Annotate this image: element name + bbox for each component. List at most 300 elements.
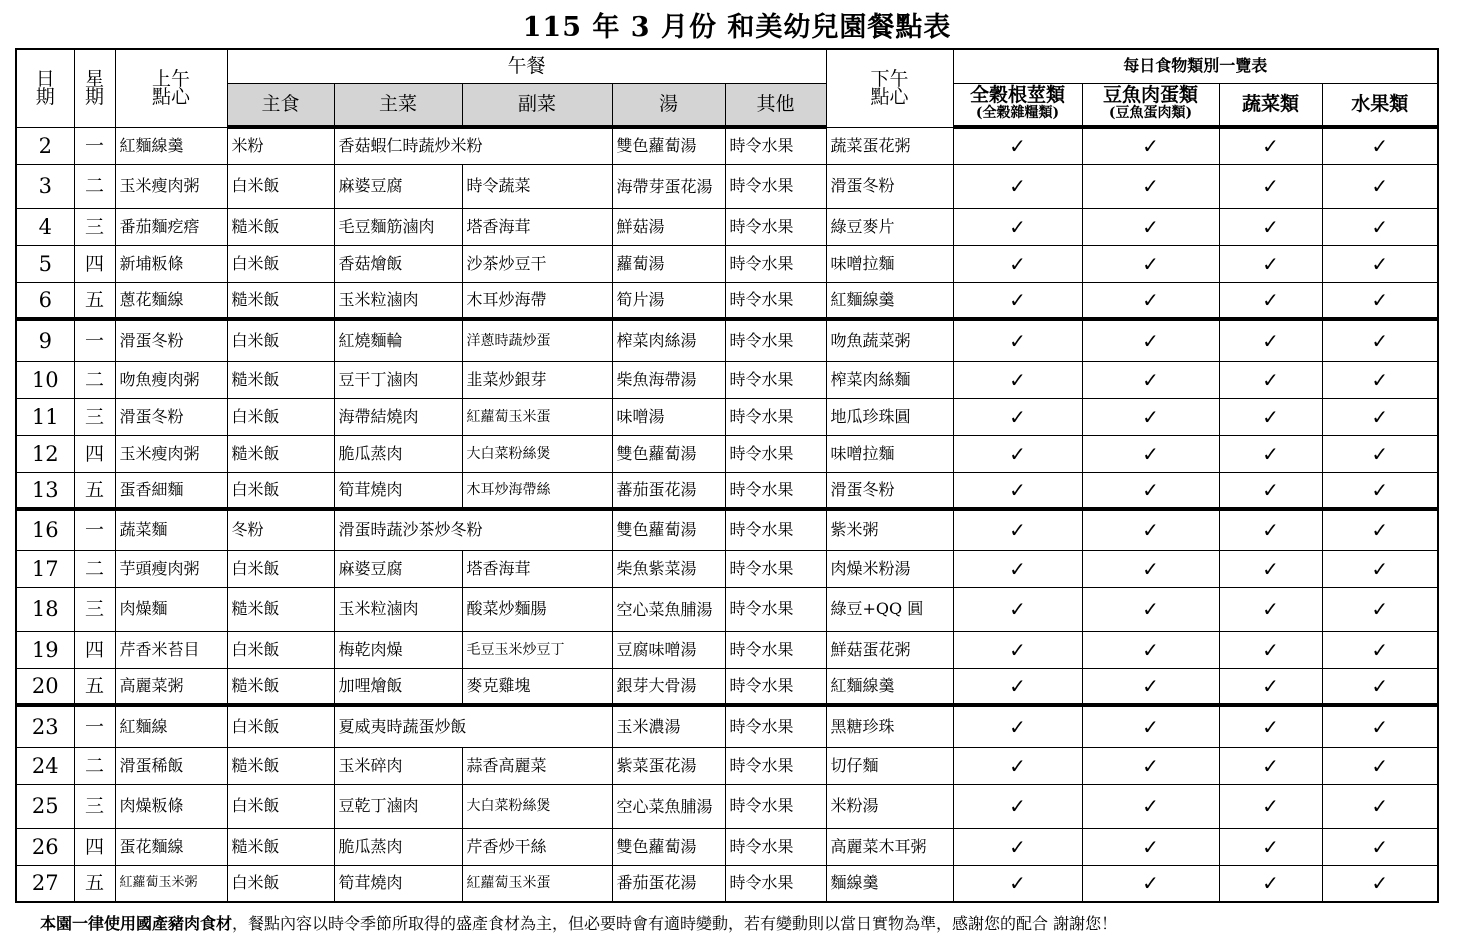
staple-cell: 白米飯 — [227, 705, 334, 747]
date-cell: 20 — [16, 668, 74, 705]
food-group-check-icon: ✓ — [1082, 319, 1219, 361]
pm-snack-header — [826, 49, 953, 127]
food-group-check-icon: ✓ — [1219, 472, 1322, 509]
soup-cell: 蘿蔔湯 — [612, 245, 725, 282]
soup-cell: 雙色蘿蔔湯 — [612, 435, 725, 472]
am-snack-cell: 高麗菜粥 — [115, 668, 227, 705]
food-group-check-icon: ✓ — [953, 208, 1082, 245]
weekday-cell: 五 — [74, 865, 115, 902]
date-cell: 18 — [16, 587, 74, 631]
am-snack-cell: 蔬菜麵 — [115, 509, 227, 550]
food-group-check-icon: ✓ — [1322, 398, 1438, 435]
side-dish-cell: 木耳炒海帶絲 — [462, 472, 612, 509]
pm-snack-cell: 黑糖珍珠 — [826, 705, 953, 747]
staple-cell: 糙米飯 — [227, 208, 334, 245]
lunch-header: 午餐 — [227, 49, 826, 83]
food-group-name: 蔬菜類 — [1241, 92, 1299, 115]
food-group-check-icon: ✓ — [1082, 705, 1219, 747]
food-group-check-icon: ✓ — [1219, 668, 1322, 705]
food-group-check-icon: ✓ — [1082, 435, 1219, 472]
staple-cell: 白米飯 — [227, 784, 334, 828]
food-group-check-icon: ✓ — [1219, 398, 1322, 435]
am-snack-header-bottom: 點心 — [151, 86, 190, 109]
food-group-check-icon: ✓ — [1082, 361, 1219, 398]
pm-snack-cell: 味噌拉麵 — [826, 245, 953, 282]
weekday-cell: 二 — [74, 164, 115, 208]
main-dish-cell: 脆瓜蒸肉 — [334, 435, 462, 472]
date-cell: 13 — [16, 472, 74, 509]
pm-snack-cell: 麵線羹 — [826, 865, 953, 902]
soup-cell: 玉米濃湯 — [612, 705, 725, 747]
food-group-check-icon: ✓ — [953, 865, 1082, 902]
food-group-check-icon: ✓ — [1219, 435, 1322, 472]
food-group-check-icon: ✓ — [1082, 747, 1219, 784]
food-group-check-icon: ✓ — [953, 668, 1082, 705]
date-cell: 10 — [16, 361, 74, 398]
soup-cell: 味噌湯 — [612, 398, 725, 435]
food-group-name: 豆魚肉蛋類 — [1102, 84, 1198, 107]
weekday-cell: 四 — [74, 828, 115, 865]
main-dish-cell: 梅乾肉燥 — [334, 631, 462, 668]
soup-cell: 榨菜肉絲湯 — [612, 319, 725, 361]
soup-cell: 柴魚海帶湯 — [612, 361, 725, 398]
other-cell: 時令水果 — [725, 319, 826, 361]
pm-snack-cell: 肉燥米粉湯 — [826, 550, 953, 587]
food-group-check-icon: ✓ — [1322, 361, 1438, 398]
main-dish-cell: 麻婆豆腐 — [334, 164, 462, 208]
food-group-check-icon: ✓ — [1082, 865, 1219, 902]
staple-cell: 白米飯 — [227, 865, 334, 902]
main-dish-cell: 香菇蝦仁時蔬炒米粉 — [334, 127, 612, 164]
day-row — [16, 865, 1438, 902]
staple-cell: 糙米飯 — [227, 435, 334, 472]
food-group-check-icon: ✓ — [1322, 509, 1438, 550]
food-group-check-icon: ✓ — [1322, 705, 1438, 747]
date-cell: 25 — [16, 784, 74, 828]
food-group-check-icon: ✓ — [953, 319, 1082, 361]
staple-cell: 冬粉 — [227, 509, 334, 550]
food-group-check-icon: ✓ — [1322, 472, 1438, 509]
am-snack-cell: 紅蘿蔔玉米粥 — [115, 865, 227, 902]
other-cell: 時令水果 — [725, 361, 826, 398]
food-group-check-icon: ✓ — [1322, 282, 1438, 319]
staple-cell: 糙米飯 — [227, 282, 334, 319]
soup-cell: 雙色蘿蔔湯 — [612, 127, 725, 164]
food-group-header — [953, 83, 1082, 127]
meal-table-body — [16, 127, 1438, 902]
food-group-check-icon: ✓ — [1082, 127, 1219, 164]
other-cell: 時令水果 — [725, 245, 826, 282]
soup-cell: 紫菜蛋花湯 — [612, 747, 725, 784]
day-row — [16, 472, 1438, 509]
main-dish-cell: 脆瓜蒸肉 — [334, 828, 462, 865]
side-dish-cell: 大白菜粉絲煲 — [462, 784, 612, 828]
food-group-header — [1322, 83, 1438, 127]
food-group-check-icon: ✓ — [1219, 282, 1322, 319]
food-group-check-icon: ✓ — [1219, 828, 1322, 865]
soup-cell: 鮮菇湯 — [612, 208, 725, 245]
food-group-check-icon: ✓ — [953, 398, 1082, 435]
weekday-cell: 五 — [74, 668, 115, 705]
food-group-check-icon: ✓ — [1322, 668, 1438, 705]
day-row — [16, 587, 1438, 631]
header-row-top — [16, 49, 1438, 83]
other-cell: 時令水果 — [725, 509, 826, 550]
am-snack-cell: 新埔粄條 — [115, 245, 227, 282]
am-snack-cell: 吻魚瘦肉粥 — [115, 361, 227, 398]
food-group-check-icon: ✓ — [1082, 509, 1219, 550]
other-cell: 時令水果 — [725, 398, 826, 435]
food-group-check-icon: ✓ — [1322, 164, 1438, 208]
day-row — [16, 828, 1438, 865]
staple-cell: 白米飯 — [227, 631, 334, 668]
day-row — [16, 784, 1438, 828]
pm-snack-cell: 綠豆麥片 — [826, 208, 953, 245]
day-row — [16, 550, 1438, 587]
other-cell: 時令水果 — [725, 784, 826, 828]
day-row — [16, 509, 1438, 550]
soup-cell: 海帶芽蛋花湯 — [612, 164, 725, 208]
food-group-check-icon: ✓ — [1082, 828, 1219, 865]
day-row — [16, 668, 1438, 705]
other-cell: 時令水果 — [725, 282, 826, 319]
day-row — [16, 127, 1438, 164]
day-row — [16, 398, 1438, 435]
main-dish-cell: 滑蛋時蔬沙茶炒冬粉 — [334, 509, 612, 550]
pm-snack-cell: 吻魚蔬菜粥 — [826, 319, 953, 361]
am-snack-header-top: 上午 — [151, 68, 190, 91]
food-group-check-icon: ✓ — [1219, 208, 1322, 245]
main-dish-cell: 玉米粒滷肉 — [334, 282, 462, 319]
pm-snack-cell: 米粉湯 — [826, 784, 953, 828]
weekday-cell: 三 — [74, 784, 115, 828]
day-row — [16, 319, 1438, 361]
weekday-cell: 二 — [74, 550, 115, 587]
food-group-title: 每日食物類別一覽表 — [953, 49, 1438, 83]
am-snack-cell: 玉米瘦肉粥 — [115, 435, 227, 472]
food-group-check-icon: ✓ — [953, 245, 1082, 282]
lunch-col-header: 其他 — [725, 83, 826, 127]
day-row — [16, 631, 1438, 668]
food-group-check-icon: ✓ — [1219, 164, 1322, 208]
food-group-check-icon: ✓ — [1322, 127, 1438, 164]
side-dish-cell: 紅蘿蔔玉米蛋 — [462, 398, 612, 435]
soup-cell: 番茄蛋花湯 — [612, 865, 725, 902]
side-dish-cell: 毛豆玉米炒豆丁 — [462, 631, 612, 668]
side-dish-cell: 紅蘿蔔玉米蛋 — [462, 865, 612, 902]
date-header-top: 日 — [35, 68, 55, 91]
pm-snack-cell: 鮮菇蛋花粥 — [826, 631, 953, 668]
other-cell: 時令水果 — [725, 668, 826, 705]
weekday-header-bottom: 期 — [84, 86, 104, 109]
date-header — [16, 49, 74, 127]
date-cell: 3 — [16, 164, 74, 208]
other-cell: 時令水果 — [725, 865, 826, 902]
food-group-check-icon: ✓ — [953, 435, 1082, 472]
food-group-check-icon: ✓ — [1219, 705, 1322, 747]
pm-snack-cell: 味噌拉麵 — [826, 435, 953, 472]
day-row — [16, 435, 1438, 472]
side-dish-cell: 大白菜粉絲煲 — [462, 435, 612, 472]
food-group-check-icon: ✓ — [953, 587, 1082, 631]
lunch-col-header: 湯 — [612, 83, 725, 127]
soup-cell: 空心菜魚脯湯 — [612, 784, 725, 828]
soup-cell: 雙色蘿蔔湯 — [612, 828, 725, 865]
date-cell: 17 — [16, 550, 74, 587]
am-snack-cell: 滑蛋稀飯 — [115, 747, 227, 784]
food-group-check-icon: ✓ — [1322, 784, 1438, 828]
main-dish-cell: 玉米碎肉 — [334, 747, 462, 784]
food-group-check-icon: ✓ — [953, 127, 1082, 164]
am-snack-cell: 紅麵線羹 — [115, 127, 227, 164]
pm-snack-cell: 滑蛋冬粉 — [826, 164, 953, 208]
lunch-col-header: 主食 — [227, 83, 334, 127]
day-row — [16, 282, 1438, 319]
main-dish-cell: 加哩燴飯 — [334, 668, 462, 705]
food-group-check-icon: ✓ — [1219, 784, 1322, 828]
weekday-cell: 一 — [74, 509, 115, 550]
other-cell: 時令水果 — [725, 208, 826, 245]
date-cell: 12 — [16, 435, 74, 472]
footer-note — [40, 911, 1460, 937]
am-snack-cell: 肉燥麵 — [115, 587, 227, 631]
footer-note-bold: 本園一律使用國產豬肉食材 — [40, 914, 233, 933]
side-dish-cell: 蒜香高麗菜 — [462, 747, 612, 784]
food-group-check-icon: ✓ — [1082, 472, 1219, 509]
food-group-check-icon: ✓ — [953, 747, 1082, 784]
am-snack-cell: 芋頭瘦肉粥 — [115, 550, 227, 587]
side-dish-cell: 塔香海茸 — [462, 550, 612, 587]
side-dish-cell: 沙茶炒豆干 — [462, 245, 612, 282]
lunch-col-header: 副菜 — [462, 83, 612, 127]
food-group-check-icon: ✓ — [1322, 319, 1438, 361]
food-group-check-icon: ✓ — [953, 705, 1082, 747]
food-group-check-icon: ✓ — [1082, 208, 1219, 245]
pm-snack-cell: 高麗菜木耳粥 — [826, 828, 953, 865]
food-group-header — [1219, 83, 1322, 127]
food-group-check-icon: ✓ — [953, 472, 1082, 509]
page-title: 115 年 3 月份 和美幼兒園餐點表 — [522, 12, 952, 43]
food-group-check-icon: ✓ — [953, 164, 1082, 208]
other-cell: 時令水果 — [725, 828, 826, 865]
food-group-check-icon: ✓ — [953, 631, 1082, 668]
food-group-check-icon: ✓ — [953, 282, 1082, 319]
date-cell: 9 — [16, 319, 74, 361]
pm-snack-cell: 紫米粥 — [826, 509, 953, 550]
staple-cell: 糙米飯 — [227, 361, 334, 398]
soup-cell: 柴魚紫菜湯 — [612, 550, 725, 587]
soup-cell: 銀芽大骨湯 — [612, 668, 725, 705]
food-group-check-icon: ✓ — [1082, 587, 1219, 631]
pm-snack-cell: 榨菜肉絲麵 — [826, 361, 953, 398]
food-group-check-icon: ✓ — [1082, 398, 1219, 435]
food-group-check-icon: ✓ — [1322, 631, 1438, 668]
staple-cell: 糙米飯 — [227, 587, 334, 631]
food-group-subname: (豆魚蛋肉類) — [1108, 105, 1193, 122]
food-group-check-icon: ✓ — [1219, 747, 1322, 784]
am-snack-cell: 滑蛋冬粉 — [115, 398, 227, 435]
food-group-header — [1082, 83, 1219, 127]
date-cell: 6 — [16, 282, 74, 319]
food-group-check-icon: ✓ — [1082, 245, 1219, 282]
food-group-check-icon: ✓ — [953, 550, 1082, 587]
staple-cell: 白米飯 — [227, 319, 334, 361]
food-group-check-icon: ✓ — [953, 828, 1082, 865]
food-group-check-icon: ✓ — [953, 509, 1082, 550]
pm-snack-header-top: 下午 — [870, 68, 909, 91]
side-dish-cell: 洋蔥時蔬炒蛋 — [462, 319, 612, 361]
date-cell: 27 — [16, 865, 74, 902]
food-group-check-icon: ✓ — [1219, 319, 1322, 361]
weekday-cell: 四 — [74, 435, 115, 472]
main-dish-cell: 筍茸燒肉 — [334, 865, 462, 902]
weekday-cell: 一 — [74, 705, 115, 747]
weekday-cell: 二 — [74, 361, 115, 398]
am-snack-cell: 紅麵線 — [115, 705, 227, 747]
main-dish-cell: 毛豆麵筋滷肉 — [334, 208, 462, 245]
date-cell: 5 — [16, 245, 74, 282]
am-snack-cell: 玉米瘦肉粥 — [115, 164, 227, 208]
side-dish-cell: 時令蔬菜 — [462, 164, 612, 208]
staple-cell: 白米飯 — [227, 550, 334, 587]
am-snack-cell: 蛋花麵線 — [115, 828, 227, 865]
staple-cell: 米粉 — [227, 127, 334, 164]
weekday-header-top: 星 — [84, 68, 104, 91]
date-cell: 4 — [16, 208, 74, 245]
am-snack-cell: 滑蛋冬粉 — [115, 319, 227, 361]
footer-note-text: ，餐點內容以時令季節所取得的盛產食材為主，但必要時會有適時變動，若有變動則以當日實物為準，感謝您的配合 謝謝您！ — [232, 914, 1118, 933]
other-cell: 時令水果 — [725, 164, 826, 208]
other-cell: 時令水果 — [725, 472, 826, 509]
soup-cell: 豆腐味噌湯 — [612, 631, 725, 668]
food-group-check-icon: ✓ — [1082, 784, 1219, 828]
date-cell: 2 — [16, 127, 74, 164]
food-group-check-icon: ✓ — [1219, 865, 1322, 902]
pm-snack-cell: 切仔麵 — [826, 747, 953, 784]
pm-snack-header-bottom: 點心 — [870, 86, 909, 109]
pm-snack-cell: 綠豆+QQ 圓 — [826, 587, 953, 631]
weekday-cell: 二 — [74, 747, 115, 784]
weekday-cell: 三 — [74, 587, 115, 631]
food-group-check-icon: ✓ — [1082, 631, 1219, 668]
food-group-check-icon: ✓ — [1322, 550, 1438, 587]
date-cell: 16 — [16, 509, 74, 550]
food-group-check-icon: ✓ — [1219, 127, 1322, 164]
soup-cell: 空心菜魚脯湯 — [612, 587, 725, 631]
lunch-col-header: 主菜 — [334, 83, 462, 127]
food-group-check-icon: ✓ — [1082, 550, 1219, 587]
pm-snack-cell: 紅麵線羹 — [826, 282, 953, 319]
food-group-check-icon: ✓ — [1322, 435, 1438, 472]
food-group-check-icon: ✓ — [1322, 245, 1438, 282]
day-row — [16, 164, 1438, 208]
date-cell: 24 — [16, 747, 74, 784]
side-dish-cell: 芹香炒干絲 — [462, 828, 612, 865]
side-dish-cell: 麥克雞塊 — [462, 668, 612, 705]
header-row-sub — [16, 83, 1438, 127]
food-group-check-icon: ✓ — [1219, 245, 1322, 282]
other-cell: 時令水果 — [725, 705, 826, 747]
food-group-name: 水果類 — [1351, 92, 1409, 115]
date-cell: 11 — [16, 398, 74, 435]
side-dish-cell: 韭菜炒銀芽 — [462, 361, 612, 398]
day-row — [16, 245, 1438, 282]
food-group-name: 全穀根莖類 — [969, 84, 1065, 107]
weekday-cell: 一 — [74, 127, 115, 164]
staple-cell: 糙米飯 — [227, 668, 334, 705]
side-dish-cell: 酸菜炒麵腸 — [462, 587, 612, 631]
pm-snack-cell: 蔬菜蛋花粥 — [826, 127, 953, 164]
weekday-cell: 一 — [74, 319, 115, 361]
am-snack-cell: 芹香米苔目 — [115, 631, 227, 668]
day-row — [16, 747, 1438, 784]
food-group-check-icon: ✓ — [1322, 587, 1438, 631]
food-group-subname: (全穀雜糧類) — [975, 105, 1060, 122]
food-group-check-icon: ✓ — [1082, 668, 1219, 705]
soup-cell: 筍片湯 — [612, 282, 725, 319]
food-group-check-icon: ✓ — [1322, 747, 1438, 784]
other-cell: 時令水果 — [725, 631, 826, 668]
weekday-cell: 四 — [74, 631, 115, 668]
date-cell: 26 — [16, 828, 74, 865]
other-cell: 時令水果 — [725, 127, 826, 164]
staple-cell: 白米飯 — [227, 164, 334, 208]
am-snack-cell: 肉燥粄條 — [115, 784, 227, 828]
date-cell: 19 — [16, 631, 74, 668]
food-group-check-icon: ✓ — [1082, 164, 1219, 208]
main-dish-cell: 筍茸燒肉 — [334, 472, 462, 509]
side-dish-cell: 木耳炒海帶 — [462, 282, 612, 319]
pm-snack-cell: 地瓜珍珠圓 — [826, 398, 953, 435]
weekday-cell: 五 — [74, 282, 115, 319]
pm-snack-cell: 滑蛋冬粉 — [826, 472, 953, 509]
main-dish-cell: 香菇燴飯 — [334, 245, 462, 282]
food-group-check-icon: ✓ — [953, 361, 1082, 398]
staple-cell: 糙米飯 — [227, 747, 334, 784]
staple-cell: 白米飯 — [227, 398, 334, 435]
weekday-header — [74, 49, 115, 127]
meal-table — [15, 48, 1439, 903]
food-group-check-icon: ✓ — [1082, 282, 1219, 319]
food-group-check-icon: ✓ — [1322, 828, 1438, 865]
side-dish-cell: 塔香海茸 — [462, 208, 612, 245]
food-group-check-icon: ✓ — [1322, 208, 1438, 245]
staple-cell: 白米飯 — [227, 245, 334, 282]
weekday-cell: 三 — [74, 208, 115, 245]
food-group-check-icon: ✓ — [1219, 361, 1322, 398]
food-group-check-icon: ✓ — [1219, 587, 1322, 631]
food-group-check-icon: ✓ — [1219, 631, 1322, 668]
main-dish-cell: 豆乾丁滷肉 — [334, 784, 462, 828]
soup-cell: 雙色蘿蔔湯 — [612, 509, 725, 550]
other-cell: 時令水果 — [725, 747, 826, 784]
day-row — [16, 361, 1438, 398]
date-cell: 23 — [16, 705, 74, 747]
pm-snack-cell: 紅麵線羹 — [826, 668, 953, 705]
am-snack-header — [115, 49, 227, 127]
soup-cell: 蕃茄蛋花湯 — [612, 472, 725, 509]
main-dish-cell: 豆干丁滷肉 — [334, 361, 462, 398]
other-cell: 時令水果 — [725, 587, 826, 631]
am-snack-cell: 番茄麵疙瘩 — [115, 208, 227, 245]
food-group-check-icon: ✓ — [1219, 509, 1322, 550]
food-group-check-icon: ✓ — [953, 784, 1082, 828]
weekday-cell: 三 — [74, 398, 115, 435]
main-dish-cell: 夏威夷時蔬蛋炒飯 — [334, 705, 612, 747]
am-snack-cell: 蔥花麵線 — [115, 282, 227, 319]
am-snack-cell: 蛋香細麵 — [115, 472, 227, 509]
staple-cell: 糙米飯 — [227, 828, 334, 865]
